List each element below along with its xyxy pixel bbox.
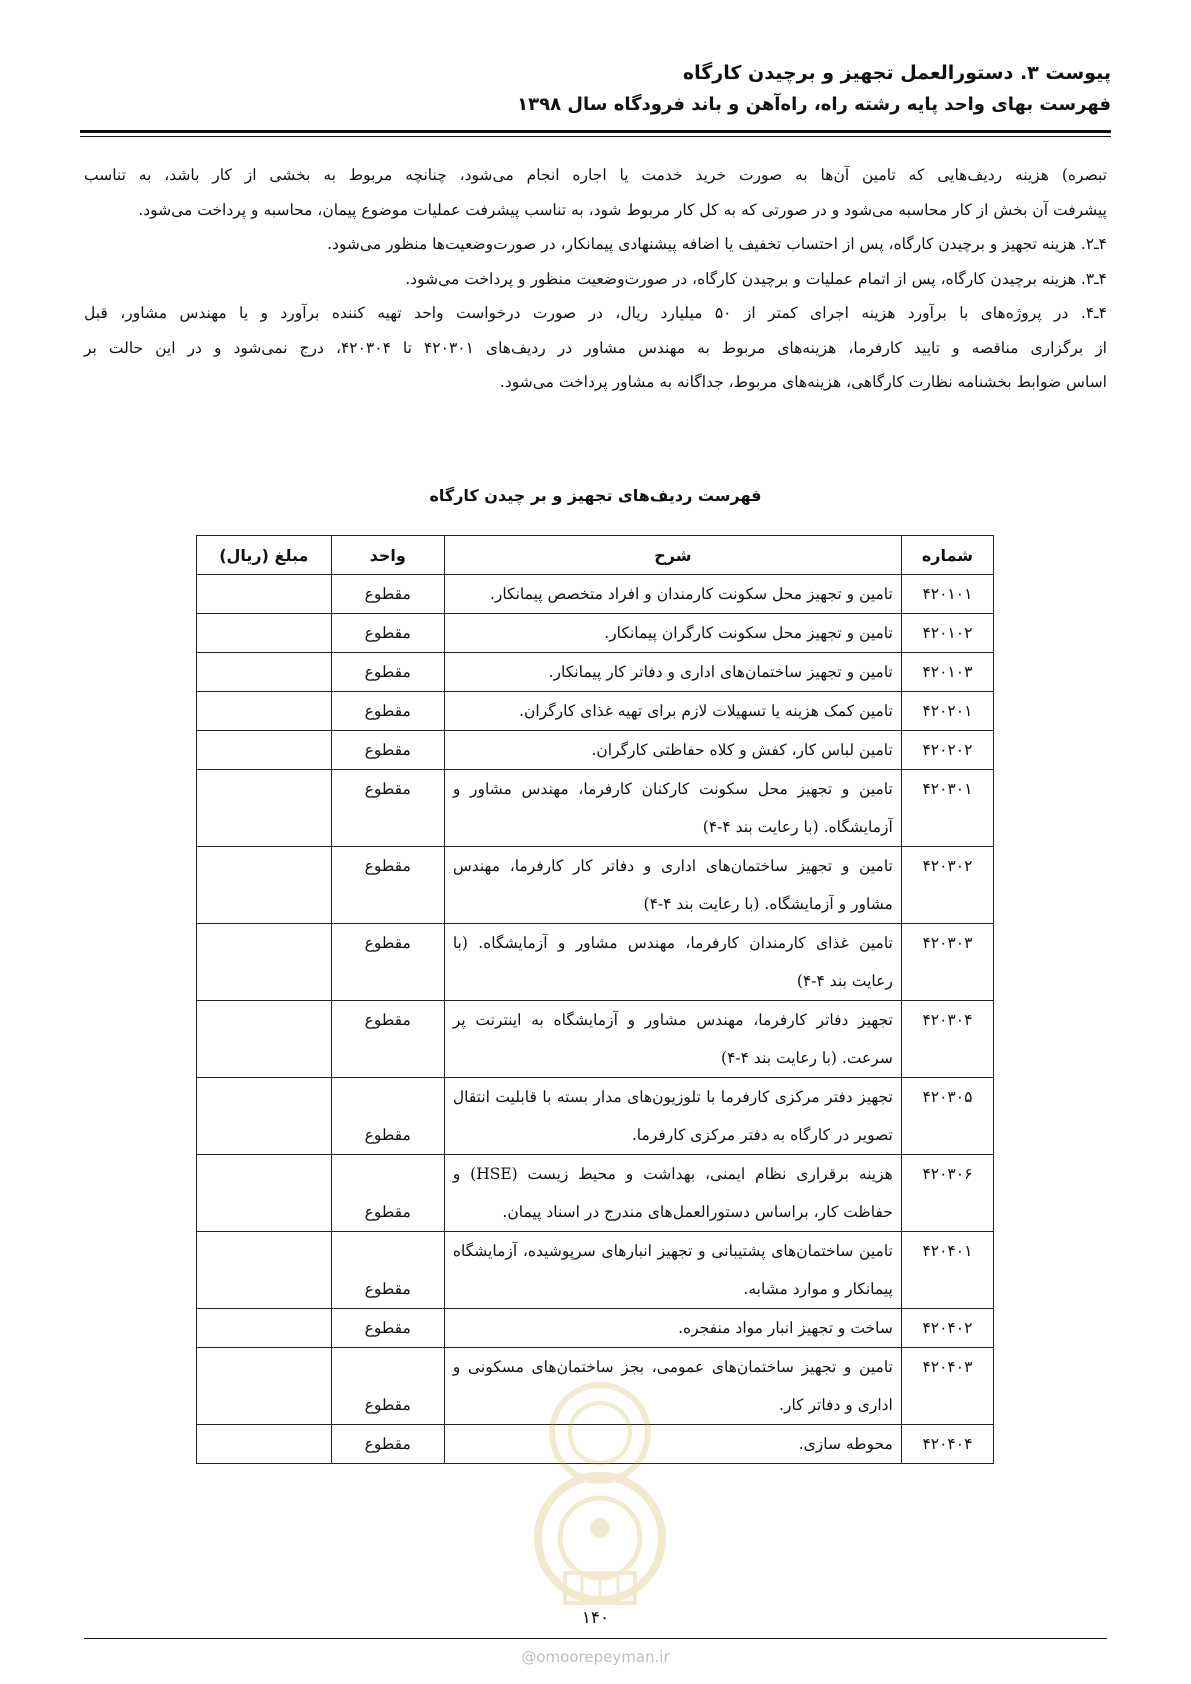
table-row (197, 1309, 994, 1348)
note-paragraph-line-1: تبصره) هزینه ردیف‌هایی که تامین آن‌ها به صورت خرید خدمت یا اجاره انجام می‌شود، چنانچه مربوط به بخشی از کار باشد، به تناسب (84, 166, 1107, 184)
table-header-row (197, 536, 994, 575)
row-description: تامین لباس کار، کفش و کلاه حفاظتی کارگران. (444, 731, 901, 770)
table-row (197, 653, 994, 692)
row-unit: مقطوع (331, 847, 444, 924)
table-row (197, 770, 994, 847)
table-row (197, 575, 994, 614)
row-unit: مقطوع (331, 653, 444, 692)
watermark-logo-icon (525, 1378, 675, 1618)
row-description: تامین کمک هزینه یا تسهیلات لازم برای تهیه غذای کارگران. (444, 692, 901, 731)
row-unit: مقطوع (331, 692, 444, 731)
row-description: تامین و تجهیز ساختمان‌های عمومی، بجز ساختمان‌های مسکونی و اداری و دفاتر کار. (444, 1348, 901, 1425)
row-description: تامین غذای کارمندان کارفرما، مهندس مشاور و آزمایشگاه. (با رعایت بند ۴-۴) (444, 924, 901, 1001)
table-row (197, 1078, 994, 1155)
header-description: شرح (444, 536, 901, 575)
row-number: ۴۲۰۳۰۲ (901, 847, 993, 924)
row-number: ۴۲۰۴۰۳ (901, 1348, 993, 1425)
row-amount (197, 1232, 332, 1309)
row-number: ۴۲۰۲۰۲ (901, 731, 993, 770)
row-description: تامین و تجهیز ساختمان‌های اداری و دفاتر کار کارفرما، مهندس مشاور و آزمایشگاه. (با رعایت بند ۴-۴) (444, 847, 901, 924)
row-description: ساخت و تجهیز انبار مواد منفجره. (444, 1309, 901, 1348)
row-amount (197, 653, 332, 692)
row-number: ۴۲۰۲۰۱ (901, 692, 993, 731)
header-title: پیوست ۳. دستورالعمل تجهیز و برچیدن کارگاه (682, 62, 1111, 84)
row-number: ۴۲۰۳۰۴ (901, 1001, 993, 1078)
row-description: تامین و تجهیز محل سکونت کارمندان و افراد متخصص پیمانکار. (444, 575, 901, 614)
row-description: تامین ساختمان‌های پشتیبانی و تجهیز انبارهای سرپوشیده، آزمایشگاه پیمانکار و موارد مشابه. (444, 1232, 901, 1309)
row-amount (197, 1078, 332, 1155)
table-row (197, 1232, 994, 1309)
row-description: تامین و تجهیز محل سکونت کارگران پیمانکار. (444, 614, 901, 653)
row-unit: مقطوع (331, 1078, 444, 1155)
row-amount (197, 1155, 332, 1232)
row-unit: مقطوع (331, 1001, 444, 1078)
row-number: ۴۲۰۱۰۲ (901, 614, 993, 653)
row-number: ۴۲۰۴۰۴ (901, 1425, 993, 1464)
row-description: تامین و تجهیز ساختمان‌های اداری و دفاتر کار پیمانکار. (444, 653, 901, 692)
row-number: ۴۲۰۳۰۳ (901, 924, 993, 1001)
clause-4-4-line-2: از برگزاری مناقصه و تایید کارفرما، هزینه‌های مربوط به مهندس مشاور در ردیف‌های ۴۲۰۳۰۱ تا ۴۲۰۳۰۴، درج نمی‌شود و در این حالت بر (84, 338, 1107, 357)
row-unit: مقطوع (331, 1309, 444, 1348)
table-row (197, 731, 994, 770)
clause-4-3: ۴ـ۳. هزینه برچیدن کارگاه، پس از اتمام عملیات و برچیدن کارگاه، در صورت‌وضعیت منظور و پرداخت می‌شود. (405, 269, 1107, 288)
header-rule-thin (80, 136, 1111, 137)
table-row (197, 847, 994, 924)
row-unit: مقطوع (331, 731, 444, 770)
row-description: هزینه برقراری نظام ایمنی، بهداشت و محیط زیست (HSE) و حفاظت کار، براساس دستورالعمل‌های مندرج در اسناد پیمان. (444, 1155, 901, 1232)
row-unit: مقطوع (331, 614, 444, 653)
footer-watermark-site: @omoorepeyman.ir (521, 1648, 670, 1666)
row-description: تجهیز دفتر مرکزی کارفرما با تلوزیون‌های مدار بسته با قابلیت انتقال تصویر در کارگاه به دفتر مرکزی کارفرما. (444, 1078, 901, 1155)
page-header (80, 58, 1111, 122)
row-amount (197, 924, 332, 1001)
row-unit: مقطوع (331, 1348, 444, 1425)
body-text (84, 158, 1107, 400)
row-amount (197, 614, 332, 653)
row-unit: مقطوع (331, 1155, 444, 1232)
row-amount (197, 1309, 332, 1348)
header-amount: مبلغ (ریال) (197, 536, 332, 575)
row-number: ۴۲۰۴۰۲ (901, 1309, 993, 1348)
row-amount (197, 1348, 332, 1425)
row-unit: مقطوع (331, 1425, 444, 1464)
row-amount (197, 575, 332, 614)
table-row (197, 924, 994, 1001)
row-description: تجهیز دفاتر کارفرما، مهندس مشاور و آزمایشگاه به اینترنت پر سرعت. (با رعایت بند ۴-۴) (444, 1001, 901, 1078)
row-number: ۴۲۰۳۰۵ (901, 1078, 993, 1155)
clause-4-2: ۴ـ۲. هزینه تجهیز و برچیدن کارگاه، پس از احتساب تخفیف یا اضافه پیشنهادی پیمانکار، در صورت‌وضعیت‌ها منظور می‌شود. (327, 235, 1107, 253)
header-rule-thick (80, 130, 1111, 133)
row-unit: مقطوع (331, 924, 444, 1001)
page-number: ۱۴۰ (581, 1608, 610, 1628)
row-amount (197, 1425, 332, 1464)
footer-rule (84, 1638, 1107, 1639)
row-unit: مقطوع (331, 770, 444, 847)
row-amount (197, 731, 332, 770)
row-unit: مقطوع (331, 575, 444, 614)
row-unit: مقطوع (331, 1232, 444, 1309)
table-row (197, 1155, 994, 1232)
row-description: تامین و تجهیز محل سکونت کارکنان کارفرما، مهندس مشاور و آزمایشگاه. (با رعایت بند ۴-۴) (444, 770, 901, 847)
row-amount (197, 692, 332, 731)
row-number: ۴۲۰۳۰۱ (901, 770, 993, 847)
clause-4-4-line-1: ۴ـ۴. در پروژه‌های با برآورد هزینه اجرای کمتر از ۵۰ میلیارد ریال، در صورت درخواست واحد تهیه کننده برآورد و یا مهندس مشاور، قبل (84, 304, 1107, 322)
items-table (196, 535, 994, 1464)
table-row (197, 614, 994, 653)
row-number: ۴۲۰۴۰۱ (901, 1232, 993, 1309)
row-number: ۴۲۰۱۰۳ (901, 653, 993, 692)
row-number: ۴۲۰۳۰۶ (901, 1155, 993, 1232)
table-row (197, 1001, 994, 1078)
row-amount (197, 847, 332, 924)
header-subtitle: فهرست بهای واحد پایه رشته راه، راه‌آهن و باند فرودگاه سال ۱۳۹۸ (517, 94, 1111, 115)
table-row (197, 692, 994, 731)
clause-4-4-line-3: اساس ضوابط بخشنامه نظارت کارگاهی، هزینه‌های مربوط، جداگانه به مشاور پرداخت می‌شود. (499, 373, 1107, 391)
header-number: شماره (901, 536, 993, 575)
row-number: ۴۲۰۱۰۱ (901, 575, 993, 614)
row-amount (197, 770, 332, 847)
note-paragraph-line-2: پیشرفت آن بخش از کار محاسبه می‌شود و در صورتی که به کل کار مربوط شود، به تناسب پیشرفت عملیات موضوع پیمان، محاسبه و پرداخت می‌شود. (138, 200, 1107, 219)
row-amount (197, 1001, 332, 1078)
row-description: محوطه سازی. (444, 1425, 901, 1464)
table-title: فهرست ردیف‌های تجهیز و بر چیدن کارگاه (429, 486, 762, 505)
header-unit: واحد (331, 536, 444, 575)
